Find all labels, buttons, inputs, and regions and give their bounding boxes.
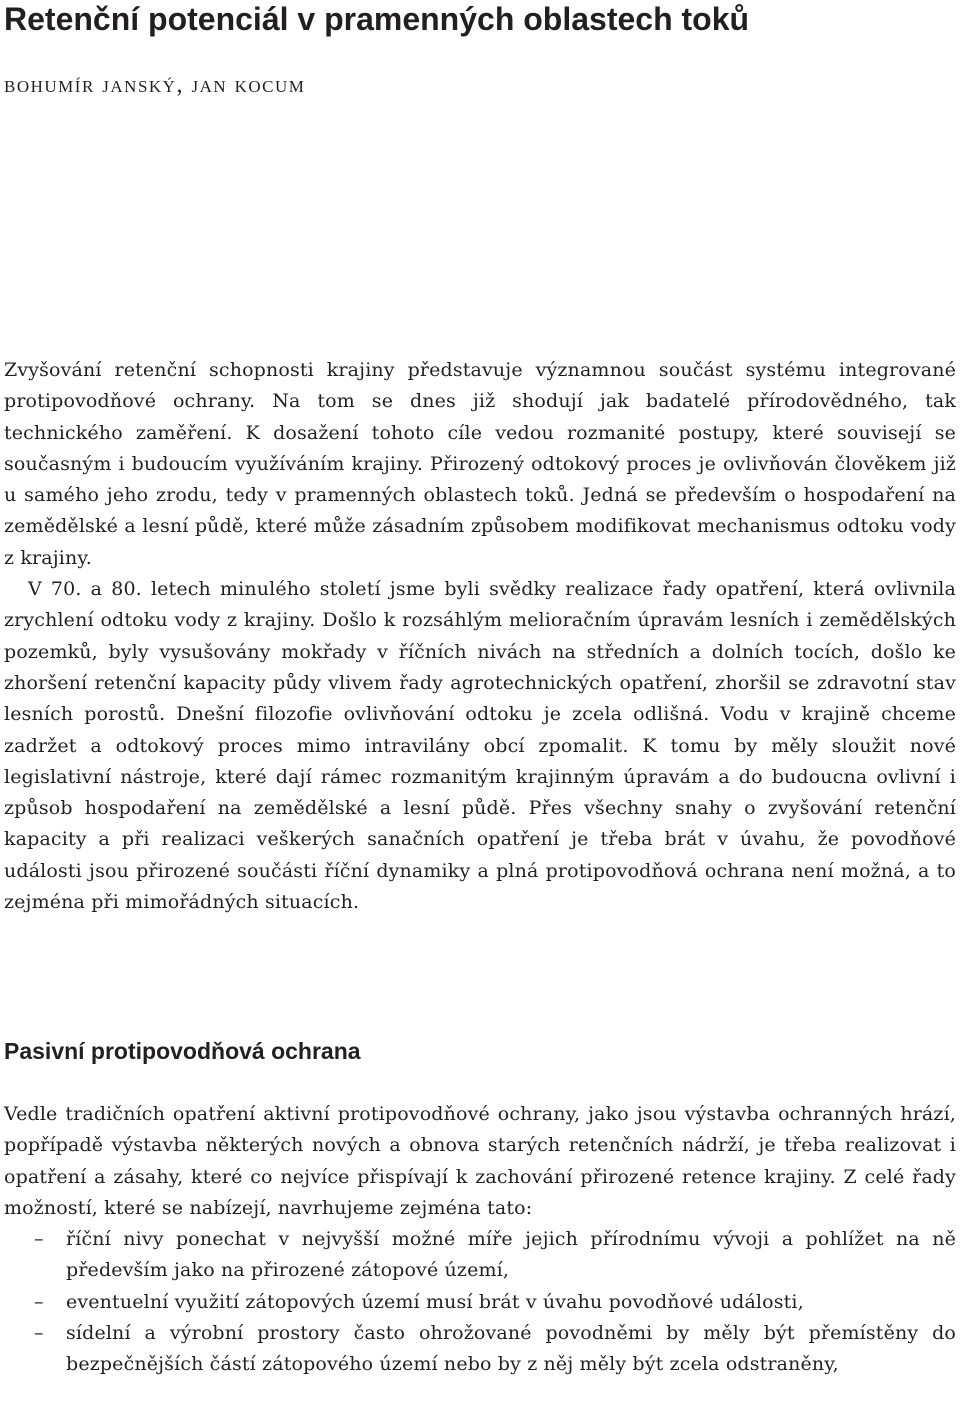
intro-paragraph-2: V 70. a 80. letech minulého století jsme byli svědky realizace řady opatření, která ovlivnila zrychlení odtoku vody z krajiny. Došlo k rozsáhlým melioračním úpravám lesních i zemědělských pozemků, byly vysušovány mokřady v říčních nivách na středních a dolních tocích, došlo ke zhoršení retenční kapacity půdy vlivem řady agrotechnických opatření, zhoršil se zdravotní stav lesních porostů. Dnešní filozofie ovlivňování odtoku je zcela odlišná. Vodu v krajině chceme zadržet a odtokový proces mimo intravilány obcí zpomalit. K tomu by měly sloužit nové legislativní nástroje, které dají rámec rozmanitým krajinným úpravám a do budoucna ovlivní i způsob hospodaření na zemědělské a lesní půdě. Přes všechny snahy o zvyšování retenční kapacity a při realizaci veškerých sanačních opatření je třeba brát v úvahu, že povodňové události jsou přirozené součásti říční dynamiky a plná protipovodňová ochrana není možná, a to zejména při mimořádných situacích. [4, 578, 956, 914]
list-item-text: eventuelní využití zátopových území musí brát v úvahu povodňové události, [66, 1290, 804, 1313]
list-item-text: sídelní a výrobní prostory často ohrožované povodněmi by měly být přemístěny do bezpečnějších částí zátopového území nebo by z něj měly být zcela odstraněny, [66, 1322, 956, 1376]
section-paragraph: Vedle tradičních opatření aktivní protipovodňové ochrany, jako jsou výstavba ochranných hrází, popřípadě výstavba některých nových a obnova starých retenčních nádrží, je třeba realizovat i opatření a zásahy, které co nejvíce přispívají k zachování přirozené retence krajiny. Z celé řady možností, které se nabízejí, navrhujeme zejména tato: [4, 1103, 956, 1219]
measures-list [4, 1224, 956, 1380]
passive-protection-section [4, 1099, 956, 1381]
dash-bullet: – [34, 1228, 44, 1251]
article-title: Retenční potenciál v pramenných oblastech toků [4, 1, 750, 37]
article-authors: bohumír janský, jan kocum [4, 72, 306, 98]
list-item [4, 1318, 956, 1381]
list-item [4, 1224, 956, 1287]
intro-paragraph-1: Zvyšování retenční schopnosti krajiny představuje významnou součást systému integrované protipovodňové ochrany. Na tom se dnes již shodují jak badatelé přírodovědného, tak technického zaměření. K dosažení tohoto cíle vedou rozmanité postupy, které souvisejí se současným i budoucím využíváním krajiny. Přirozený odtokový proces je ovlivňován člověkem již u samého jeho zrodu, tedy v pramenných oblastech toků. Jedná se především o hospodaření na zemědělské a lesní půdě, které může zásadním způsobem modifikovat mechanismus odtoku vody z krajiny. [4, 359, 956, 569]
dash-bullet: – [34, 1322, 44, 1345]
intro-section [4, 355, 956, 918]
section-heading: Pasivní protipovodňová ochrana [4, 1038, 361, 1064]
dash-bullet: – [34, 1290, 44, 1313]
list-item [4, 1287, 956, 1318]
list-item-text: říční nivy ponechat v nejvyšší možné míře jejich přírodnímu vývoji a pohlížet na ně především jako na přirozené zátopové území, [66, 1228, 956, 1282]
